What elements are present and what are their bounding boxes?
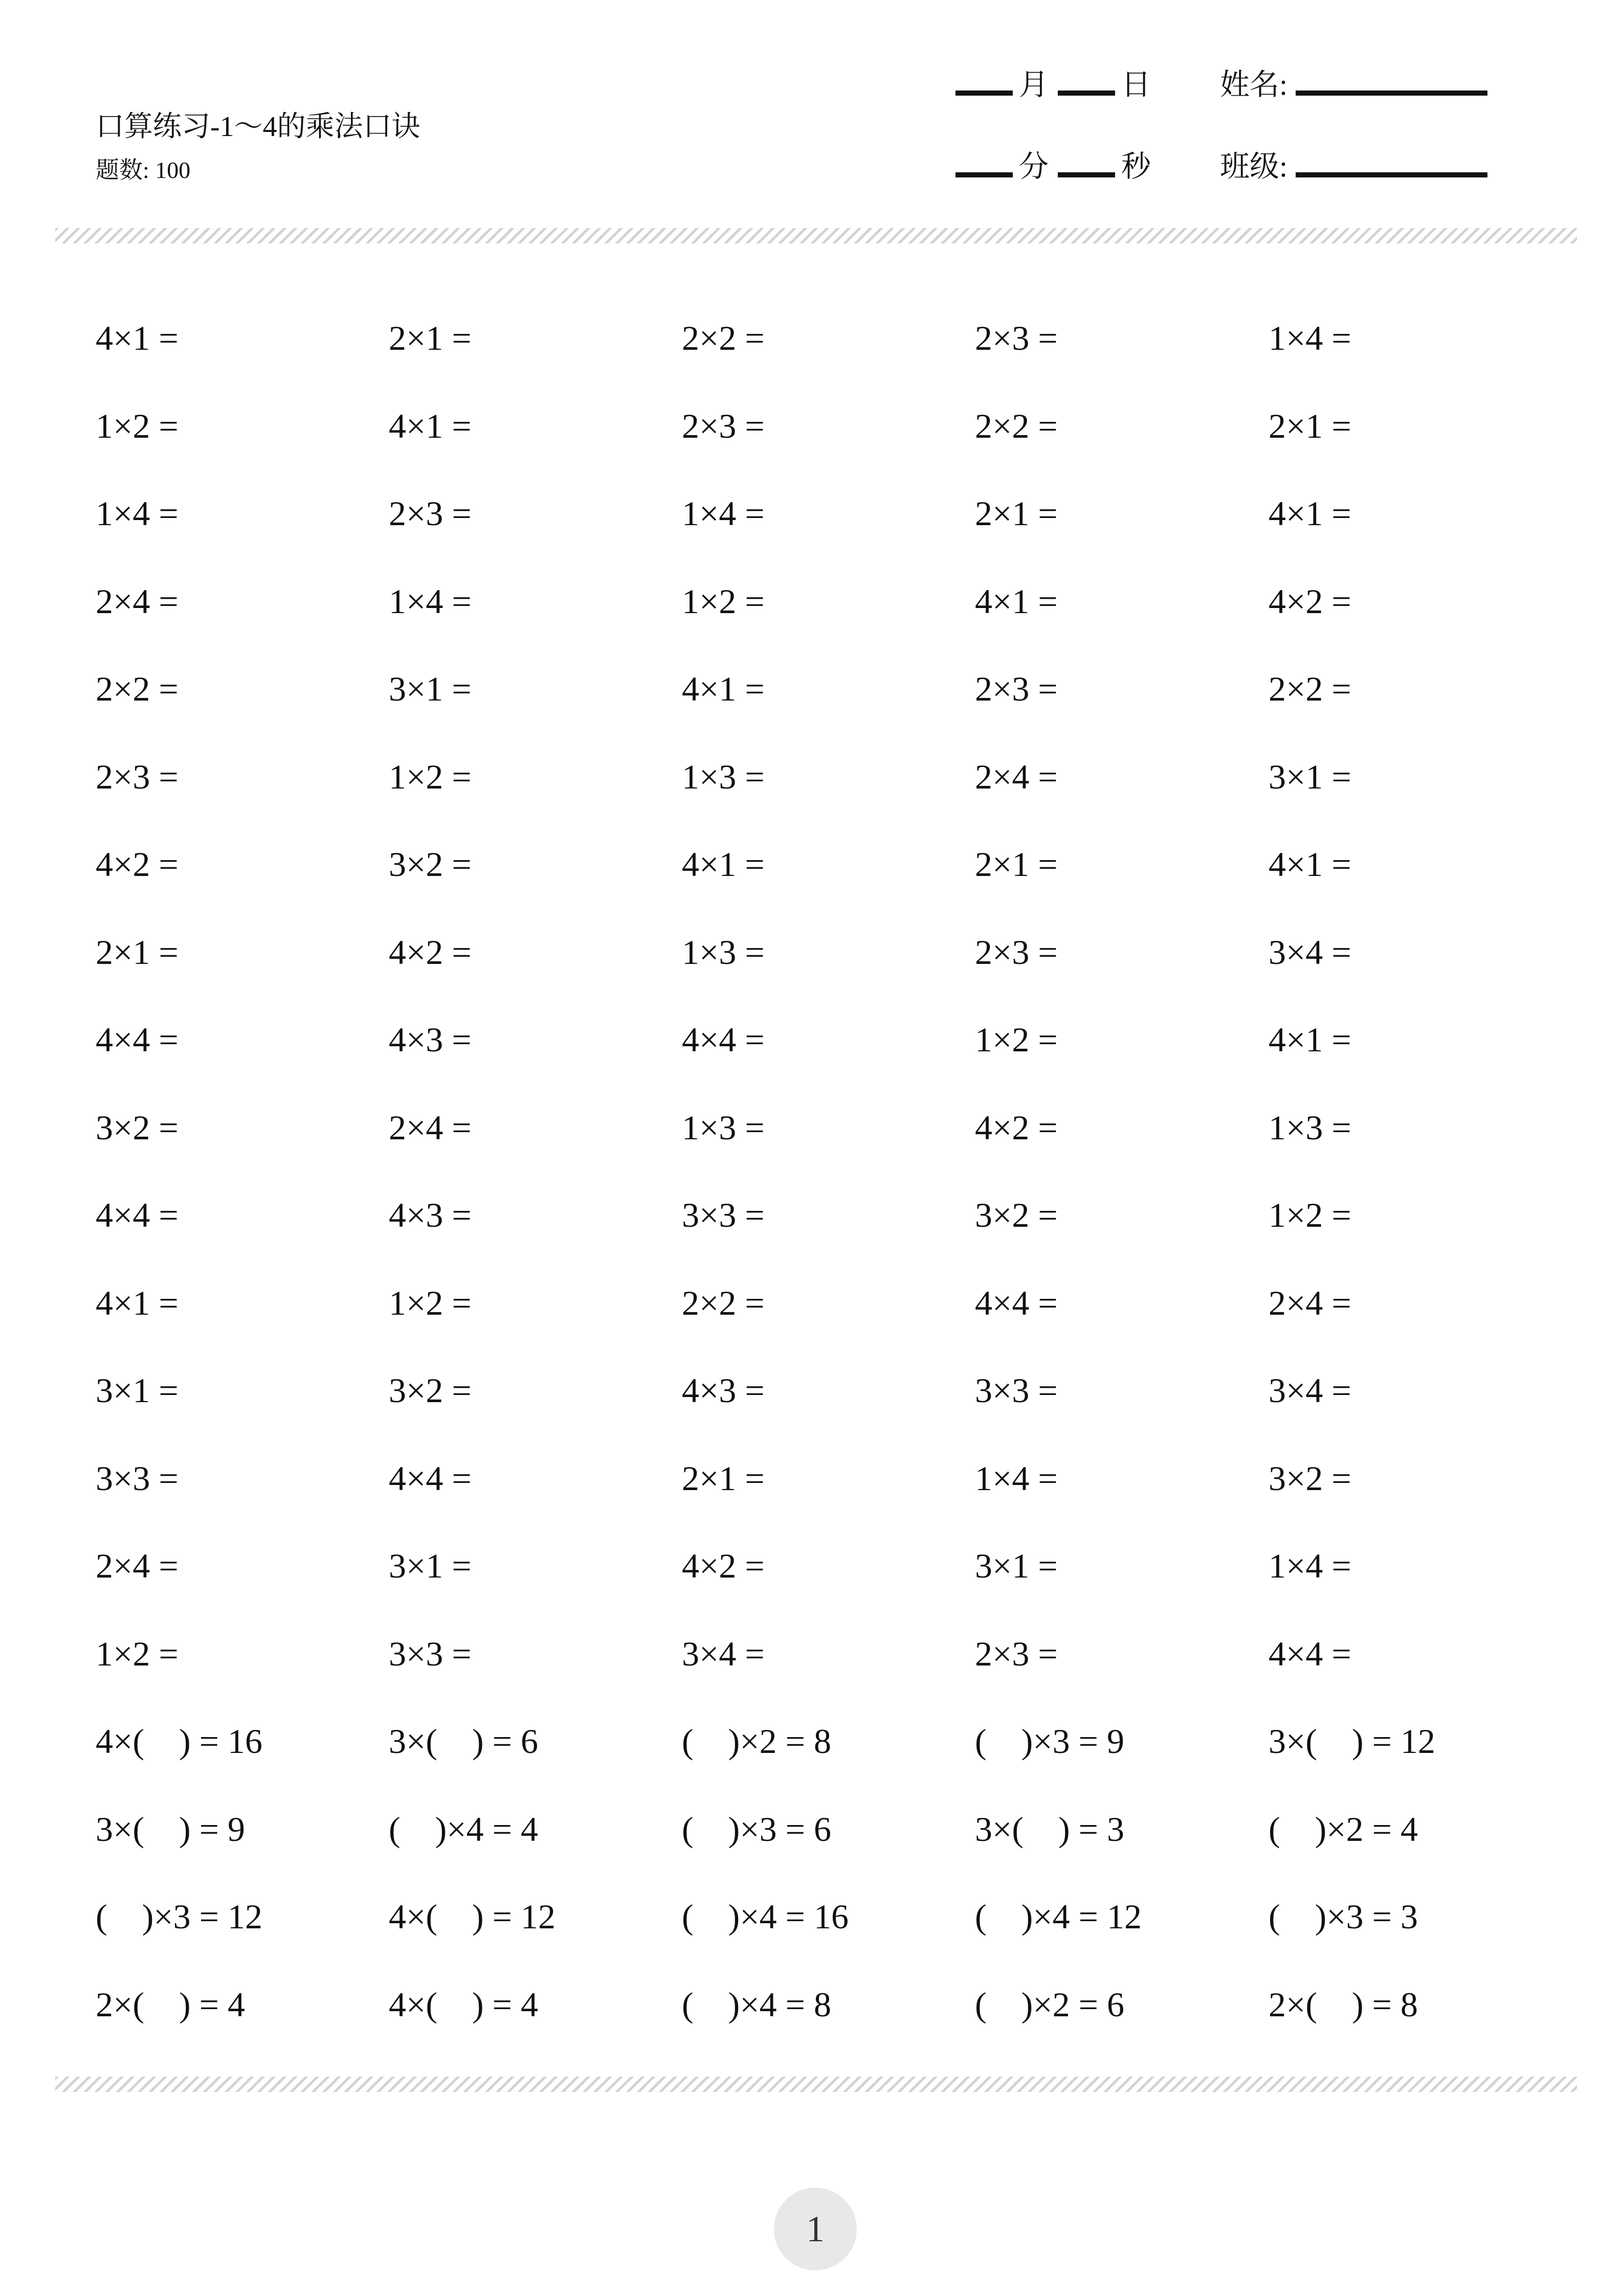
- problem-item: 2×4 =: [975, 757, 1058, 796]
- problem-item: 4×1 =: [96, 1284, 179, 1322]
- problem-item: 1×4 =: [389, 582, 472, 621]
- problem-item: 4×1 =: [389, 407, 472, 445]
- problem-item: 3×4 =: [682, 1634, 765, 1673]
- problem-item: 2×2 =: [96, 669, 179, 708]
- problem-item: 4×2 =: [389, 933, 472, 972]
- problem-item: 3×4 =: [1269, 1371, 1351, 1410]
- problem-item: 4×( ) = 4: [389, 1985, 538, 2024]
- problem-item: 4×4 =: [975, 1284, 1058, 1322]
- problem-item: ( )×3 = 3: [1269, 1897, 1418, 1936]
- problem-item: 4×2 =: [975, 1108, 1058, 1147]
- problem-item: 2×3 =: [389, 494, 472, 533]
- second-label: 秒: [1121, 150, 1151, 183]
- page-number: 1: [774, 2188, 857, 2270]
- problem-item: 2×3 =: [975, 933, 1058, 972]
- problem-item: 2×2 =: [682, 1284, 765, 1322]
- problem-item: 4×2 =: [96, 845, 179, 884]
- problem-item: 1×2 =: [389, 757, 472, 796]
- problem-item: 1×4 =: [1269, 319, 1351, 357]
- problem-item: 3×1 =: [975, 1546, 1058, 1585]
- problem-item: 4×( ) = 16: [96, 1722, 262, 1761]
- problem-item: 3×1 =: [1269, 757, 1351, 796]
- problem-item: 4×4 =: [96, 1020, 179, 1059]
- problem-item: 2×2 =: [975, 407, 1058, 445]
- problem-item: 2×2 =: [1269, 669, 1351, 708]
- problem-item: 2×1 =: [975, 845, 1058, 884]
- problem-item: 3×3 =: [96, 1459, 179, 1498]
- problem-item: 2×1 =: [682, 1459, 765, 1498]
- problem-item: 4×4 =: [682, 1020, 765, 1059]
- problem-item: 4×4 =: [96, 1196, 179, 1234]
- problem-item: 4×1 =: [96, 319, 179, 357]
- problem-item: 1×2 =: [682, 582, 765, 621]
- problem-item: 1×3 =: [1269, 1108, 1351, 1147]
- minute-blank[interactable]: [955, 172, 1013, 177]
- problem-item: 4×4 =: [1269, 1634, 1351, 1673]
- problem-item: 1×3 =: [682, 933, 765, 972]
- problem-item: 3×( ) = 6: [389, 1722, 538, 1761]
- problem-item: 3×( ) = 3: [975, 1810, 1124, 1849]
- problem-item: 4×1 =: [682, 845, 765, 884]
- day-label: 日: [1121, 68, 1151, 101]
- problem-item: 4×1 =: [682, 669, 765, 708]
- problem-item: ( )×3 = 6: [682, 1810, 831, 1849]
- problem-item: 4×( ) = 12: [389, 1897, 555, 1936]
- problem-item: 2×( ) = 8: [1269, 1985, 1418, 2024]
- problem-item: 3×1 =: [96, 1371, 179, 1410]
- problem-item: ( )×4 = 8: [682, 1985, 831, 2024]
- problem-item: 3×2 =: [389, 1371, 472, 1410]
- problem-item: 4×2 =: [1269, 582, 1351, 621]
- problem-item: 1×3 =: [682, 1108, 765, 1147]
- problem-item: 4×3 =: [389, 1020, 472, 1059]
- problem-item: 4×1 =: [975, 582, 1058, 621]
- problem-item: ( )×4 = 4: [389, 1810, 538, 1849]
- problem-item: 1×4 =: [1269, 1546, 1351, 1585]
- problem-item: ( )×3 = 9: [975, 1722, 1124, 1761]
- problem-item: 1×3 =: [682, 757, 765, 796]
- problem-item: 4×1 =: [1269, 845, 1351, 884]
- name-label: 姓名:: [1220, 68, 1288, 101]
- bottom-divider: [55, 2077, 1577, 2092]
- problem-item: 3×2 =: [1269, 1459, 1351, 1498]
- problem-item: 3×2 =: [389, 845, 472, 884]
- class-label: 班级:: [1220, 150, 1288, 183]
- problem-item: 3×3 =: [975, 1371, 1058, 1410]
- problem-item: 2×4 =: [1269, 1284, 1351, 1322]
- problem-item: 2×3 =: [96, 757, 179, 796]
- problem-item: 3×2 =: [96, 1108, 179, 1147]
- problem-item: 3×( ) = 9: [96, 1810, 245, 1849]
- minute-label: 分: [1019, 150, 1049, 183]
- problem-item: 2×4 =: [96, 582, 179, 621]
- problem-item: 3×4 =: [1269, 933, 1351, 972]
- problem-item: 3×3 =: [389, 1634, 472, 1673]
- problem-item: 2×3 =: [682, 407, 765, 445]
- problem-item: 4×2 =: [682, 1546, 765, 1585]
- problem-item: ( )×3 = 12: [96, 1897, 262, 1936]
- problem-item: 4×1 =: [1269, 494, 1351, 533]
- problem-item: 2×2 =: [682, 319, 765, 357]
- problem-item: 1×4 =: [96, 494, 179, 533]
- month-label: 月: [1019, 68, 1049, 101]
- problem-item: 2×1 =: [389, 319, 472, 357]
- problem-item: 4×3 =: [682, 1371, 765, 1410]
- problem-item: 1×2 =: [1269, 1196, 1351, 1234]
- second-blank[interactable]: [1058, 172, 1115, 177]
- problem-item: 1×4 =: [682, 494, 765, 533]
- problem-item: 2×4 =: [96, 1546, 179, 1585]
- problem-item: 2×1 =: [975, 494, 1058, 533]
- problem-item: 2×1 =: [96, 933, 179, 972]
- problem-item: 1×2 =: [96, 1634, 179, 1673]
- problem-item: ( )×4 = 16: [682, 1897, 849, 1936]
- day-blank[interactable]: [1058, 91, 1115, 96]
- problem-item: 3×1 =: [389, 669, 472, 708]
- problem-item: 1×2 =: [975, 1020, 1058, 1059]
- problem-item: 2×1 =: [1269, 407, 1351, 445]
- problem-item: ( )×2 = 4: [1269, 1810, 1418, 1849]
- problem-item: 2×( ) = 4: [96, 1985, 245, 2024]
- problem-item: 2×3 =: [975, 1634, 1058, 1673]
- problem-item: 2×4 =: [389, 1108, 472, 1147]
- problem-item: 2×3 =: [975, 319, 1058, 357]
- problem-item: 2×3 =: [975, 669, 1058, 708]
- problem-item: 4×3 =: [389, 1196, 472, 1234]
- problem-item: 3×2 =: [975, 1196, 1058, 1234]
- month-blank[interactable]: [955, 91, 1013, 96]
- top-divider: [55, 228, 1577, 243]
- problem-item: 3×3 =: [682, 1196, 765, 1234]
- problem-item: ( )×4 = 12: [975, 1897, 1142, 1936]
- worksheet-title: 口算练习-1～4的乘法口诀: [96, 111, 420, 143]
- class-blank[interactable]: [1296, 172, 1487, 177]
- problem-item: 3×1 =: [389, 1546, 472, 1585]
- problem-item: 3×( ) = 12: [1269, 1722, 1435, 1761]
- problem-item: ( )×2 = 6: [975, 1985, 1124, 2024]
- problem-item: 4×1 =: [1269, 1020, 1351, 1059]
- problem-item: 1×4 =: [975, 1459, 1058, 1498]
- problem-item: 4×4 =: [389, 1459, 472, 1498]
- problem-item: ( )×2 = 8: [682, 1722, 831, 1761]
- problem-item: 1×2 =: [389, 1284, 472, 1322]
- problem-item: 1×2 =: [96, 407, 179, 445]
- name-blank[interactable]: [1296, 91, 1487, 96]
- question-count: 题数: 100: [96, 157, 191, 183]
